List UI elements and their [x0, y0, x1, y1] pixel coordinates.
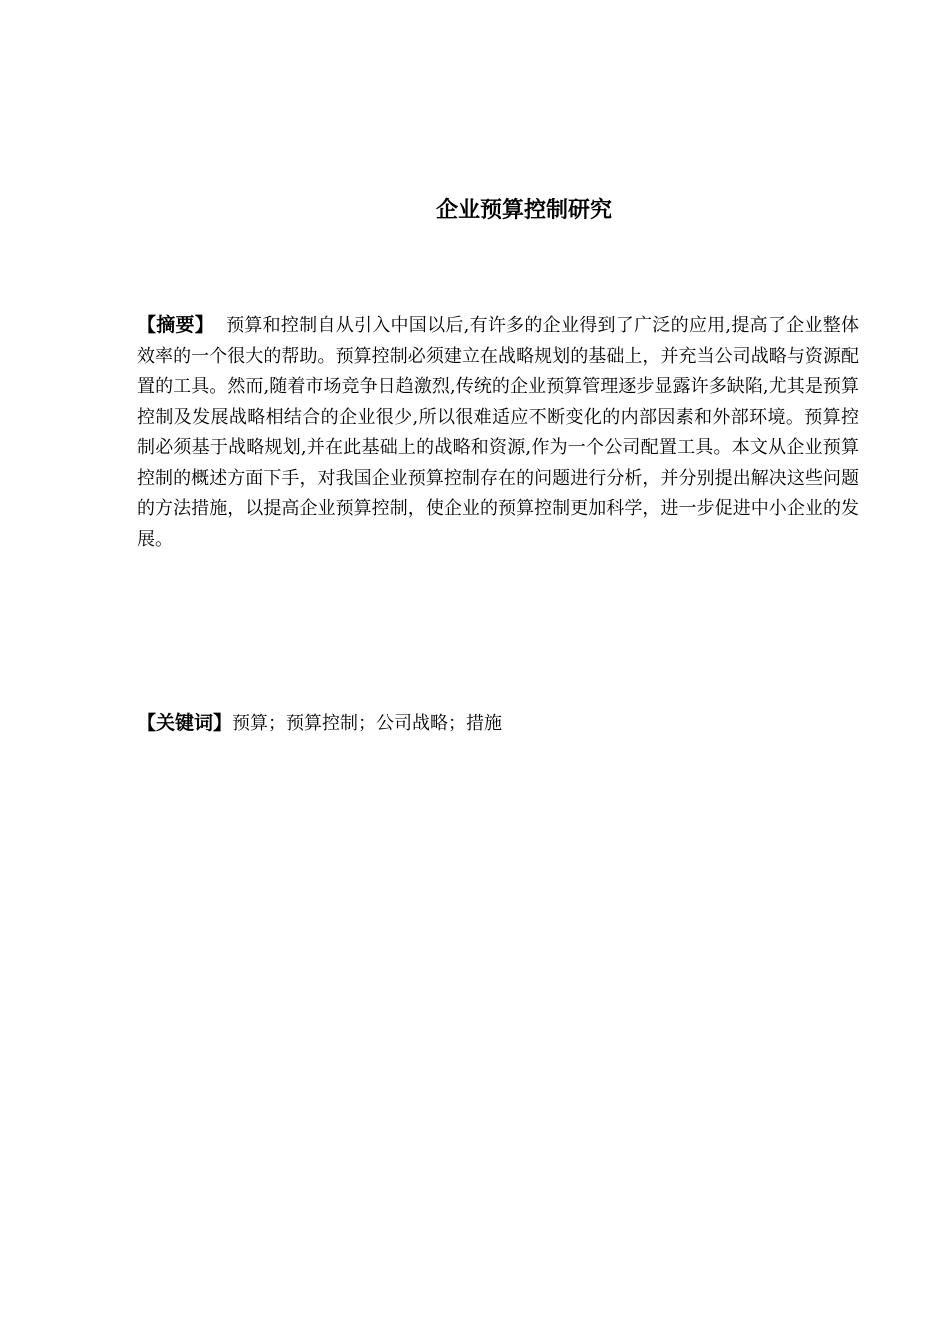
keywords-label: 【关键词】 [137, 712, 233, 734]
abstract-label: 【摘要】 [137, 314, 215, 336]
keywords-line [137, 708, 859, 739]
abstract-paragraph [137, 310, 859, 555]
abstract-text: 预算和控制自从引入中国以后,有许多的企业得到了广泛的应用,提高了企业整体效率的一个很大的帮助。预算控制必须建立在战略规划的基础上，并充当公司战略与资源配置的工具。然而,随着市场竞争日趋激烈,传统的企业预算管理逐步显露许多缺陷,尤其是预算控制及发展战略相结合的企业很少,所以很难适应不断变化的内部因素和外部环境。预算控制必须基于战略规划,并在此基础上的战略和资源,作为一个公司配置工具。本文从企业预算控制的概述方面下手，对我国企业预算控制存在的问题进行分析，并分别提出解决这些问题的方法措施，以提高企业预算控制，使企业的预算控制更加科学，进一步促进中小企业的发展。 [137, 315, 859, 550]
document-title: 企业预算控制研究 [435, 198, 612, 223]
keywords-text: 预算；预算控制；公司战略；措施 [232, 713, 503, 734]
